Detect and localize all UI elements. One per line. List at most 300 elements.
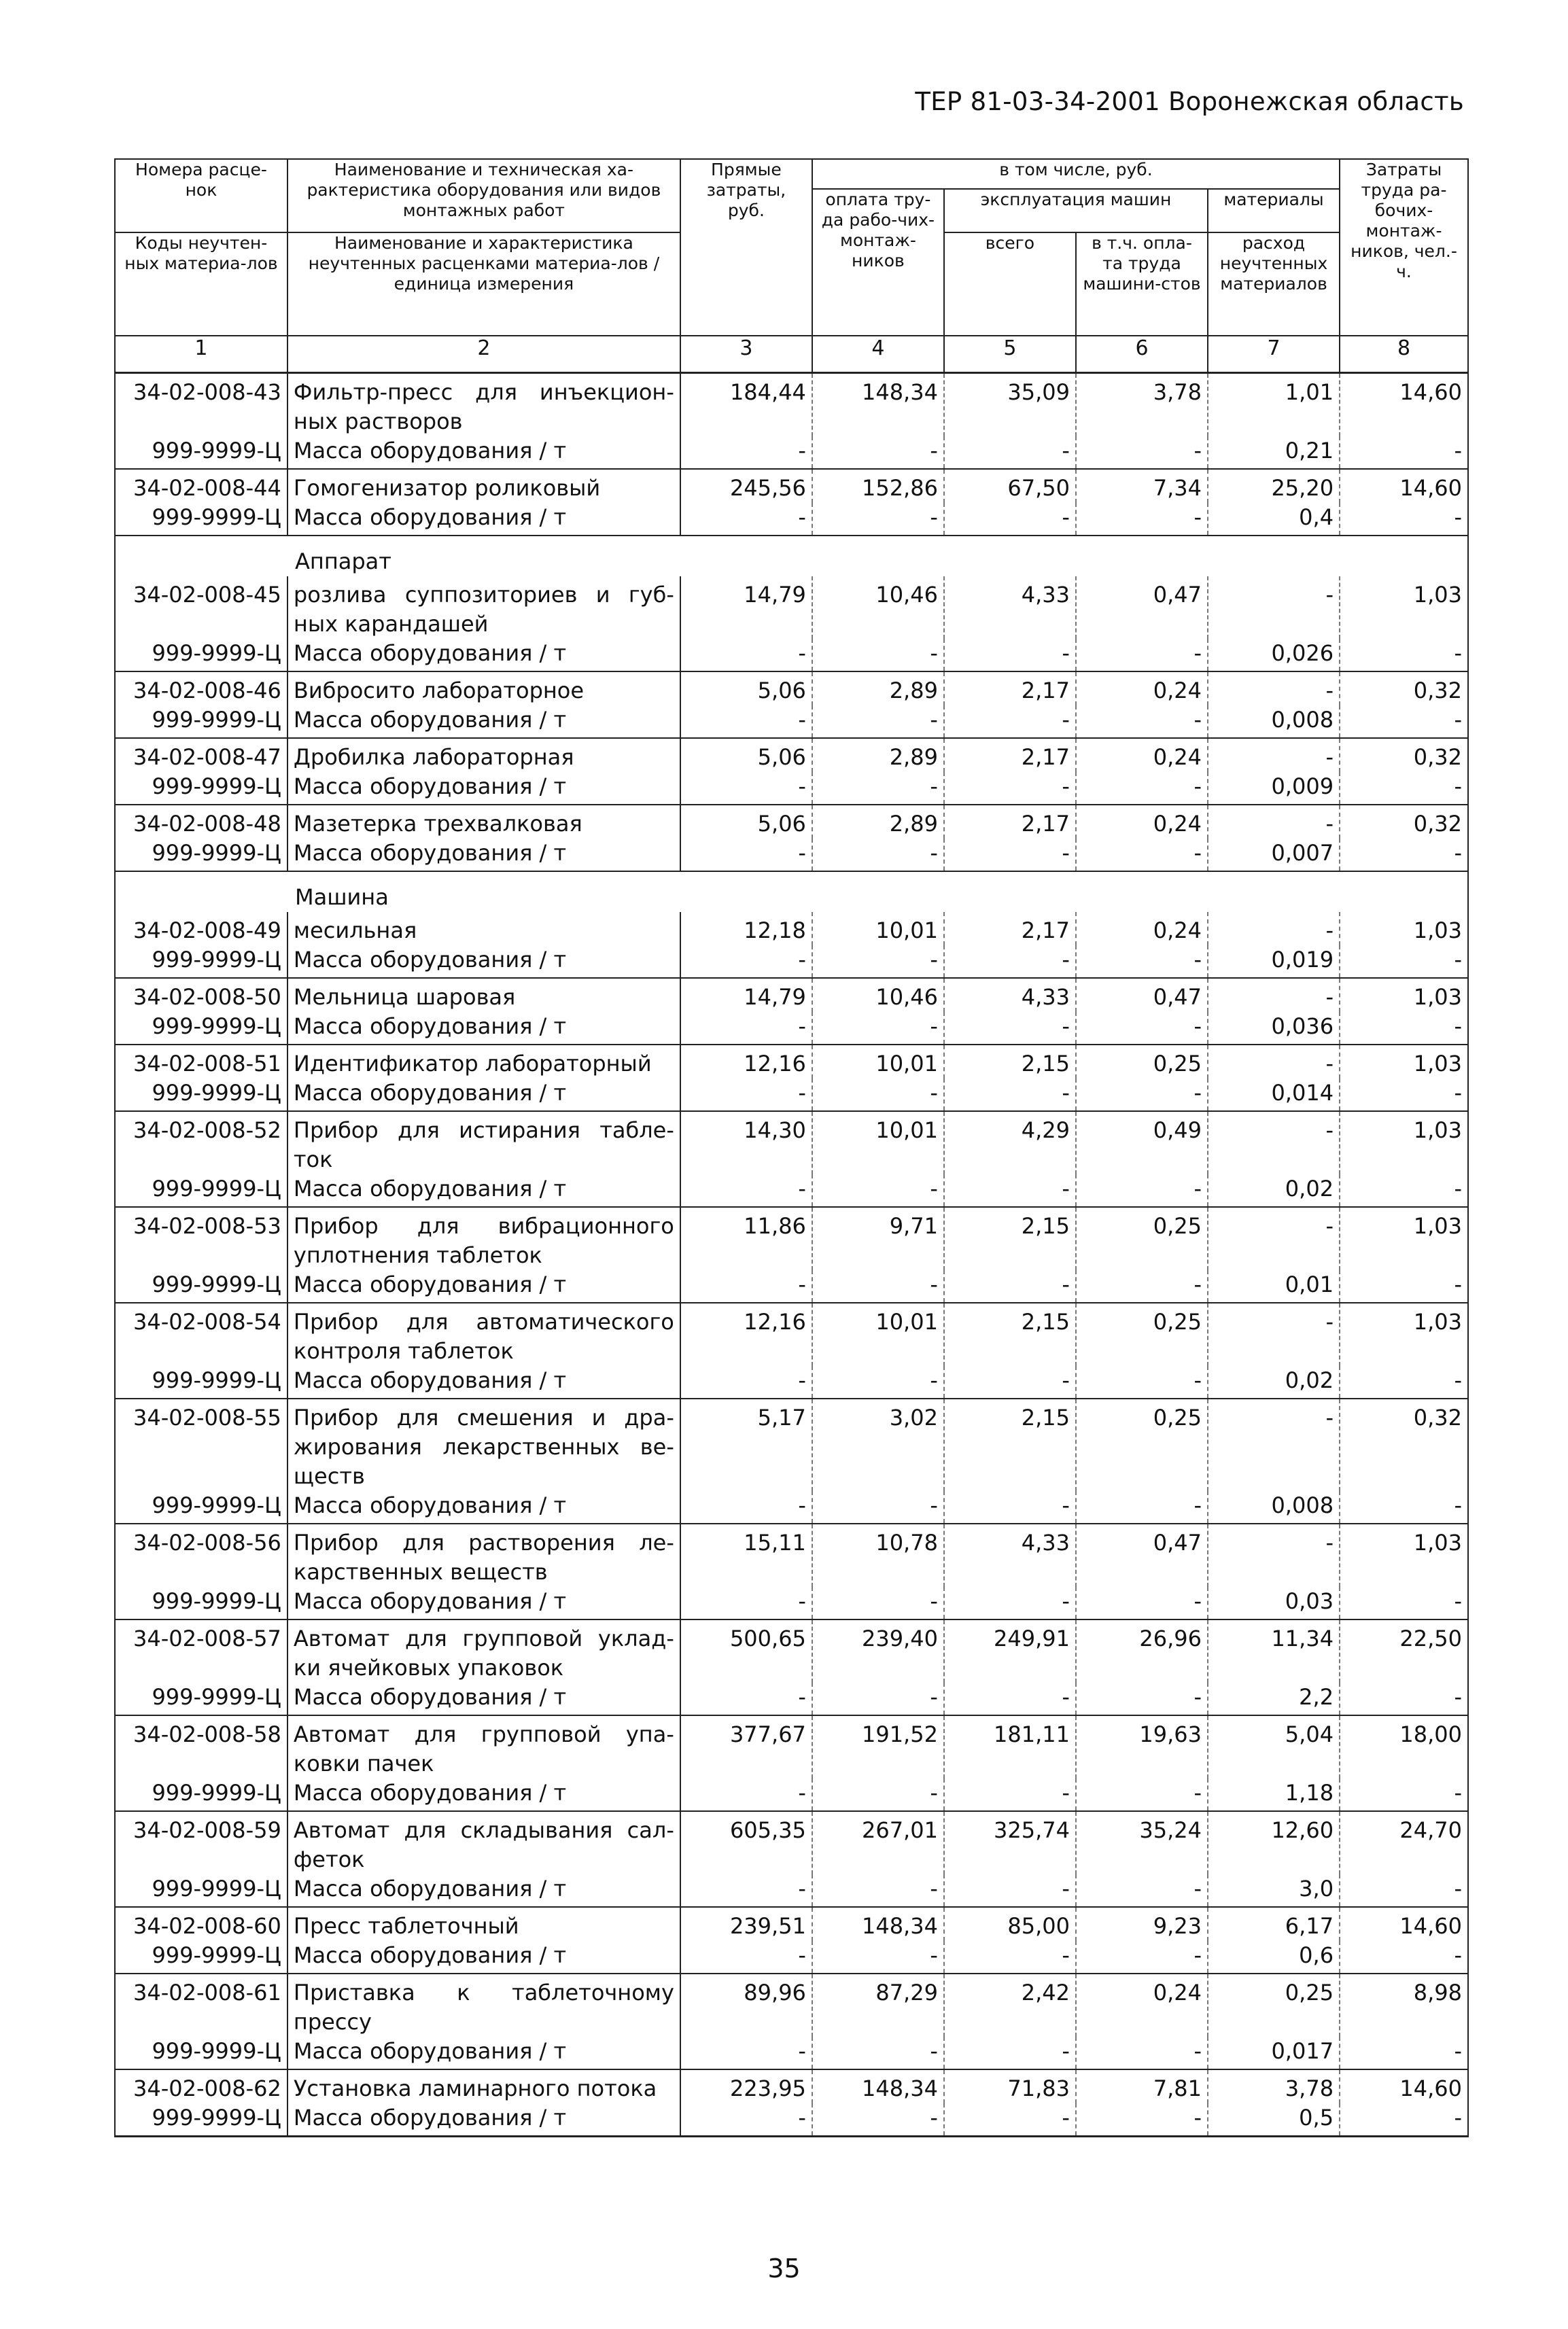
rate-value: 2,89 (812, 671, 944, 705)
material-code: 999-9999-Ц (115, 2103, 288, 2137)
material-value: 0,6 (1208, 1941, 1340, 1974)
rate-value: 500,65 (680, 1619, 812, 1683)
material-code: 999-9999-Ц (115, 1079, 288, 1111)
rate-value: 8,98 (1340, 1974, 1468, 2037)
material-value: - (680, 945, 812, 978)
rate-value: 14,79 (680, 978, 812, 1012)
rate-code: 34-02-008-52 (115, 1111, 288, 1174)
material-row (115, 1491, 1468, 1524)
material-value: - (812, 1079, 944, 1111)
rate-value: - (1208, 738, 1340, 772)
material-value: - (812, 503, 944, 536)
rate-value: 26,96 (1076, 1619, 1208, 1683)
rate-value: 14,60 (1340, 469, 1468, 503)
material-value: - (680, 1941, 812, 1974)
column-number: 4 (812, 336, 944, 373)
material-value: - (1076, 436, 1208, 469)
header-wages: оплата тру-да рабо-чих-монтаж-ников (812, 189, 944, 336)
material-value: - (812, 2037, 944, 2069)
rate-value: - (1208, 1111, 1340, 1174)
table-row (115, 912, 1468, 945)
material-value: - (812, 1779, 944, 1811)
rate-value: 0,25 (1208, 1974, 1340, 2037)
table-row (115, 2069, 1468, 2103)
material-value: - (1076, 1174, 1208, 1207)
material-value: - (812, 1270, 944, 1303)
rate-value: 4,33 (944, 978, 1076, 1012)
rate-value: 85,00 (944, 1907, 1076, 1941)
header-materials-unaccounted: расход неучтенных материалов (1208, 232, 1340, 336)
material-value: 0,008 (1208, 705, 1340, 738)
rate-value: 605,35 (680, 1811, 812, 1874)
rate-value: 0,25 (1076, 1045, 1208, 1079)
header-name-bottom: Наименование и характеристика неучтенных расценками материа-лов / единица измерения (288, 232, 680, 336)
material-name: Масса оборудования / т (288, 2037, 680, 2069)
material-value: - (812, 1366, 944, 1399)
material-value: - (812, 705, 944, 738)
material-value: - (812, 945, 944, 978)
rate-value: 10,46 (812, 576, 944, 639)
material-name: Масса оборудования / т (288, 2103, 680, 2137)
rate-value: 14,79 (680, 576, 812, 639)
material-code: 999-9999-Ц (115, 1270, 288, 1303)
material-code: 999-9999-Ц (115, 503, 288, 536)
material-name: Масса оборудования / т (288, 1270, 680, 1303)
rate-value: 35,09 (944, 373, 1076, 437)
material-name: Масса оборудования / т (288, 1874, 680, 1907)
material-value: 0,02 (1208, 1366, 1340, 1399)
rate-value: 3,02 (812, 1399, 944, 1491)
material-code: 999-9999-Ц (115, 945, 288, 978)
material-name: Масса оборудования / т (288, 1079, 680, 1111)
material-value: - (1076, 839, 1208, 871)
rate-value: 10,01 (812, 1045, 944, 1079)
rate-value: 5,06 (680, 738, 812, 772)
material-row (115, 1174, 1468, 1207)
material-name: Масса оборудования / т (288, 436, 680, 469)
material-value: - (680, 1366, 812, 1399)
material-value: - (944, 705, 1076, 738)
material-name: Масса оборудования / т (288, 639, 680, 671)
rate-code: 34-02-008-48 (115, 805, 288, 839)
material-value: - (1076, 1012, 1208, 1045)
header-unaccounted-codes: Коды неучтен-ных материа-лов (115, 232, 288, 336)
table-row (115, 1207, 1468, 1270)
material-row (115, 1079, 1468, 1111)
rate-value: 4,33 (944, 1524, 1076, 1587)
material-value: - (944, 1012, 1076, 1045)
material-row (115, 503, 1468, 536)
table-row (115, 738, 1468, 772)
material-code: 999-9999-Ц (115, 839, 288, 871)
group-heading: Машина (115, 871, 1468, 912)
material-name: Масса оборудования / т (288, 772, 680, 805)
rate-value: 223,95 (680, 2069, 812, 2103)
material-value: - (680, 2037, 812, 2069)
rate-value: 0,24 (1076, 671, 1208, 705)
material-row (115, 1683, 1468, 1715)
material-name: Масса оборудования / т (288, 1174, 680, 1207)
material-value: - (680, 639, 812, 671)
table-row (115, 1619, 1468, 1683)
rate-value: 2,17 (944, 671, 1076, 705)
material-code: 999-9999-Ц (115, 705, 288, 738)
rate-value: 325,74 (944, 1811, 1076, 1874)
rate-value: 4,33 (944, 576, 1076, 639)
material-value: - (1076, 705, 1208, 738)
material-code: 999-9999-Ц (115, 1779, 288, 1811)
material-value: - (680, 705, 812, 738)
material-value: - (1076, 1079, 1208, 1111)
header-labor: Затраты труда ра-бочих-монтаж-ников, чел.-ч. (1340, 159, 1468, 336)
rate-value: 267,01 (812, 1811, 944, 1874)
material-value: - (1076, 2103, 1208, 2137)
rate-value: 2,89 (812, 738, 944, 772)
header-name-top: Наименование и техническая ха-рактеристика оборудования или видов монтажных работ (288, 159, 680, 232)
rate-value: 87,29 (812, 1974, 944, 2037)
rate-value: - (1208, 671, 1340, 705)
rate-value: 1,03 (1340, 1207, 1468, 1270)
material-code: 999-9999-Ц (115, 1587, 288, 1619)
rate-value: 181,11 (944, 1715, 1076, 1779)
rate-code: 34-02-008-46 (115, 671, 288, 705)
rate-code: 34-02-008-58 (115, 1715, 288, 1779)
table-row (115, 1811, 1468, 1874)
material-value: - (812, 772, 944, 805)
rate-value: 10,01 (812, 1303, 944, 1366)
material-value: 0,017 (1208, 2037, 1340, 2069)
rate-value: 0,49 (1076, 1111, 1208, 1174)
material-value: - (1340, 1174, 1468, 1207)
rate-value: 9,71 (812, 1207, 944, 1270)
material-value: 2,2 (1208, 1683, 1340, 1715)
rate-value: 1,03 (1340, 1524, 1468, 1587)
rate-value: 2,15 (944, 1399, 1076, 1491)
rate-value: 1,03 (1340, 576, 1468, 639)
rate-value: 2,15 (944, 1045, 1076, 1079)
material-value: - (1340, 1079, 1468, 1111)
material-name: Масса оборудования / т (288, 839, 680, 871)
column-number: 8 (1340, 336, 1468, 373)
material-row (115, 1366, 1468, 1399)
rate-value: 35,24 (1076, 1811, 1208, 1874)
rate-code: 34-02-008-50 (115, 978, 288, 1012)
header-machine-wages: в т.ч. опла-та труда машини-стов (1076, 232, 1208, 336)
rate-value: 239,51 (680, 1907, 812, 1941)
material-code: 999-9999-Ц (115, 1874, 288, 1907)
table-row (115, 978, 1468, 1012)
material-name: Масса оборудования / т (288, 503, 680, 536)
material-code: 999-9999-Ц (115, 1366, 288, 1399)
rate-name: месильная (288, 912, 680, 945)
material-value: - (1340, 1874, 1468, 1907)
column-number: 6 (1076, 336, 1208, 373)
rate-value: 148,34 (812, 373, 944, 437)
header-incl: в том числе, руб. (812, 159, 1340, 189)
rate-value: 0,25 (1076, 1303, 1208, 1366)
rate-value: 12,16 (680, 1045, 812, 1079)
material-value: - (1076, 772, 1208, 805)
material-value: - (680, 1079, 812, 1111)
rate-value: 5,06 (680, 805, 812, 839)
rate-value: 67,50 (944, 469, 1076, 503)
rate-value: 3,78 (1076, 373, 1208, 437)
rate-name: Идентификатор лабораторный (288, 1045, 680, 1079)
group-heading-row (115, 536, 1468, 576)
rate-value: 11,86 (680, 1207, 812, 1270)
rate-value: - (1208, 912, 1340, 945)
column-number: 5 (944, 336, 1076, 373)
material-value: - (944, 2103, 1076, 2137)
material-value: - (1340, 1366, 1468, 1399)
rate-value: 148,34 (812, 1907, 944, 1941)
rate-value: 184,44 (680, 373, 812, 437)
material-value: 0,4 (1208, 503, 1340, 536)
material-value: - (812, 1941, 944, 1974)
material-value: - (944, 1874, 1076, 1907)
material-value: - (1076, 639, 1208, 671)
header-rate-number: Номера расце-нок (115, 159, 288, 232)
rate-name: Приставка к таблеточному прессу (288, 1974, 680, 2037)
material-value: - (680, 839, 812, 871)
rates-table (114, 158, 1469, 2137)
group-heading: Аппарат (115, 536, 1468, 576)
rate-value: - (1208, 1303, 1340, 1366)
rate-value: 1,03 (1340, 912, 1468, 945)
rate-code: 34-02-008-57 (115, 1619, 288, 1683)
rate-value: 4,29 (944, 1111, 1076, 1174)
rate-code: 34-02-008-43 (115, 373, 288, 437)
rate-value: 89,96 (680, 1974, 812, 2037)
material-value: - (1076, 1874, 1208, 1907)
rate-value: 71,83 (944, 2069, 1076, 2103)
table-row (115, 805, 1468, 839)
material-code: 999-9999-Ц (115, 1941, 288, 1974)
material-code: 999-9999-Ц (115, 436, 288, 469)
rate-value: 0,24 (1076, 738, 1208, 772)
material-value: 3,0 (1208, 1874, 1340, 1907)
material-value: 0,019 (1208, 945, 1340, 978)
material-value: 0,026 (1208, 639, 1340, 671)
header-machine-total: всего (944, 232, 1076, 336)
material-name: Масса оборудования / т (288, 705, 680, 738)
material-value: - (680, 1270, 812, 1303)
rate-value: - (1208, 1399, 1340, 1491)
header-machine-operation: эксплуатация машин (944, 189, 1208, 232)
material-value: - (680, 1874, 812, 1907)
rate-value: 2,17 (944, 805, 1076, 839)
material-value: - (812, 1174, 944, 1207)
rate-value: 24,70 (1340, 1811, 1468, 1874)
rate-value: 10,01 (812, 1111, 944, 1174)
rate-value: 0,47 (1076, 576, 1208, 639)
rate-value: 239,40 (812, 1619, 944, 1683)
rate-value: 5,06 (680, 671, 812, 705)
rate-name: Автомат для складывания сал-феток (288, 1811, 680, 1874)
rate-name: Мельница шаровая (288, 978, 680, 1012)
material-value: - (944, 1491, 1076, 1524)
material-value: - (1340, 436, 1468, 469)
material-value: 0,03 (1208, 1587, 1340, 1619)
material-value: - (1076, 1366, 1208, 1399)
rate-name: Пресс таблеточный (288, 1907, 680, 1941)
rate-value: 9,23 (1076, 1907, 1208, 1941)
rate-code: 34-02-008-59 (115, 1811, 288, 1874)
rate-value: 1,01 (1208, 373, 1340, 437)
column-number: 2 (288, 336, 680, 373)
material-value: - (1340, 503, 1468, 536)
rate-name: Прибор для смешения и дра-жирования лекарственных ве-ществ (288, 1399, 680, 1491)
material-value: - (1076, 945, 1208, 978)
material-name: Масса оборудования / т (288, 1683, 680, 1715)
material-row (115, 1941, 1468, 1974)
material-value: - (944, 503, 1076, 536)
material-value: 0,21 (1208, 436, 1340, 469)
rate-value: 15,11 (680, 1524, 812, 1587)
material-row (115, 705, 1468, 738)
rate-value: 0,32 (1340, 805, 1468, 839)
rate-value: 0,47 (1076, 978, 1208, 1012)
material-value: - (680, 1779, 812, 1811)
rate-value: - (1208, 1207, 1340, 1270)
table-row (115, 1907, 1468, 1941)
material-value: - (812, 1491, 944, 1524)
rate-value: 14,60 (1340, 1907, 1468, 1941)
column-number: 7 (1208, 336, 1340, 373)
material-value: - (680, 2103, 812, 2137)
rate-value: 0,47 (1076, 1524, 1208, 1587)
table-row (115, 1111, 1468, 1174)
document-title: ТЕР 81-03-34-2001 Воронежская область (915, 87, 1464, 116)
rate-value: 18,00 (1340, 1715, 1468, 1779)
material-value: 0,01 (1208, 1270, 1340, 1303)
material-value: - (1076, 1587, 1208, 1619)
rate-value: 2,15 (944, 1303, 1076, 1366)
material-row (115, 1874, 1468, 1907)
rate-value: 14,60 (1340, 2069, 1468, 2103)
rate-value: 2,15 (944, 1207, 1076, 1270)
rate-value: 1,03 (1340, 1111, 1468, 1174)
material-value: - (944, 839, 1076, 871)
page-number: 35 (767, 2254, 801, 2283)
rate-value: - (1208, 978, 1340, 1012)
rate-code: 34-02-008-45 (115, 576, 288, 639)
rate-value: 0,24 (1076, 1974, 1208, 2037)
rate-code: 34-02-008-61 (115, 1974, 288, 2037)
rate-name: Прибор для вибрационного уплотнения таблеток (288, 1207, 680, 1270)
material-value: - (812, 639, 944, 671)
material-code: 999-9999-Ц (115, 1491, 288, 1524)
rate-value: 10,78 (812, 1524, 944, 1587)
material-value: - (812, 1587, 944, 1619)
material-row (115, 945, 1468, 978)
material-value: - (1340, 705, 1468, 738)
material-value: 0,009 (1208, 772, 1340, 805)
rate-code: 34-02-008-44 (115, 469, 288, 503)
material-row (115, 639, 1468, 671)
material-name: Масса оборудования / т (288, 1491, 680, 1524)
rate-value: 0,25 (1076, 1207, 1208, 1270)
material-value: - (944, 945, 1076, 978)
group-heading-row (115, 871, 1468, 912)
rate-value: 2,42 (944, 1974, 1076, 2037)
rate-name: Фильтр-пресс для инъекцион-ных растворов (288, 373, 680, 437)
material-value: - (680, 436, 812, 469)
table-row (115, 1974, 1468, 2037)
material-value: - (944, 772, 1076, 805)
material-value: - (944, 639, 1076, 671)
rate-name: Автомат для групповой уклад-ки ячейковых упаковок (288, 1619, 680, 1683)
rate-value: 0,24 (1076, 805, 1208, 839)
rate-value: 2,17 (944, 738, 1076, 772)
material-row (115, 1587, 1468, 1619)
rate-code: 34-02-008-53 (115, 1207, 288, 1270)
table-row (115, 373, 1468, 437)
material-code: 999-9999-Ц (115, 639, 288, 671)
column-number: 3 (680, 336, 812, 373)
material-row (115, 2103, 1468, 2137)
header-materials: материалы (1208, 189, 1340, 232)
material-value: - (1340, 1683, 1468, 1715)
rate-value: - (1208, 576, 1340, 639)
rate-code: 34-02-008-54 (115, 1303, 288, 1366)
material-value: - (812, 1874, 944, 1907)
material-value: 0,02 (1208, 1174, 1340, 1207)
material-value: 0,036 (1208, 1012, 1340, 1045)
material-name: Масса оборудования / т (288, 1366, 680, 1399)
rate-value: 152,86 (812, 469, 944, 503)
material-value: - (1076, 2037, 1208, 2069)
material-value: 1,18 (1208, 1779, 1340, 1811)
rate-value: 25,20 (1208, 469, 1340, 503)
rate-code: 34-02-008-62 (115, 2069, 288, 2103)
rate-value: 14,30 (680, 1111, 812, 1174)
rate-value: 0,32 (1340, 738, 1468, 772)
material-value: - (1076, 1270, 1208, 1303)
rate-name: Вибросито лабораторное (288, 671, 680, 705)
material-value: - (944, 1079, 1076, 1111)
rate-code: 34-02-008-49 (115, 912, 288, 945)
rate-value: 10,46 (812, 978, 944, 1012)
rate-value: 148,34 (812, 2069, 944, 2103)
table-row (115, 671, 1468, 705)
rate-code: 34-02-008-55 (115, 1399, 288, 1491)
material-value: - (812, 1683, 944, 1715)
rate-value: - (1208, 1045, 1340, 1079)
material-value: - (944, 1683, 1076, 1715)
table-row (115, 1303, 1468, 1366)
material-value: - (944, 1366, 1076, 1399)
material-row (115, 1779, 1468, 1811)
rate-code: 34-02-008-56 (115, 1524, 288, 1587)
material-code: 999-9999-Ц (115, 2037, 288, 2069)
rate-value: 245,56 (680, 469, 812, 503)
material-row (115, 772, 1468, 805)
rate-code: 34-02-008-60 (115, 1907, 288, 1941)
material-row (115, 1270, 1468, 1303)
material-name: Масса оборудования / т (288, 1779, 680, 1811)
rate-name: Установка ламинарного потока (288, 2069, 680, 2103)
material-value: - (680, 1491, 812, 1524)
material-value: - (1340, 772, 1468, 805)
rate-value: 11,34 (1208, 1619, 1340, 1683)
rate-value: 1,03 (1340, 978, 1468, 1012)
material-value: - (1340, 2103, 1468, 2137)
table-row (115, 1045, 1468, 1079)
material-code: 999-9999-Ц (115, 1012, 288, 1045)
material-value: - (680, 1174, 812, 1207)
rate-value: 7,81 (1076, 2069, 1208, 2103)
